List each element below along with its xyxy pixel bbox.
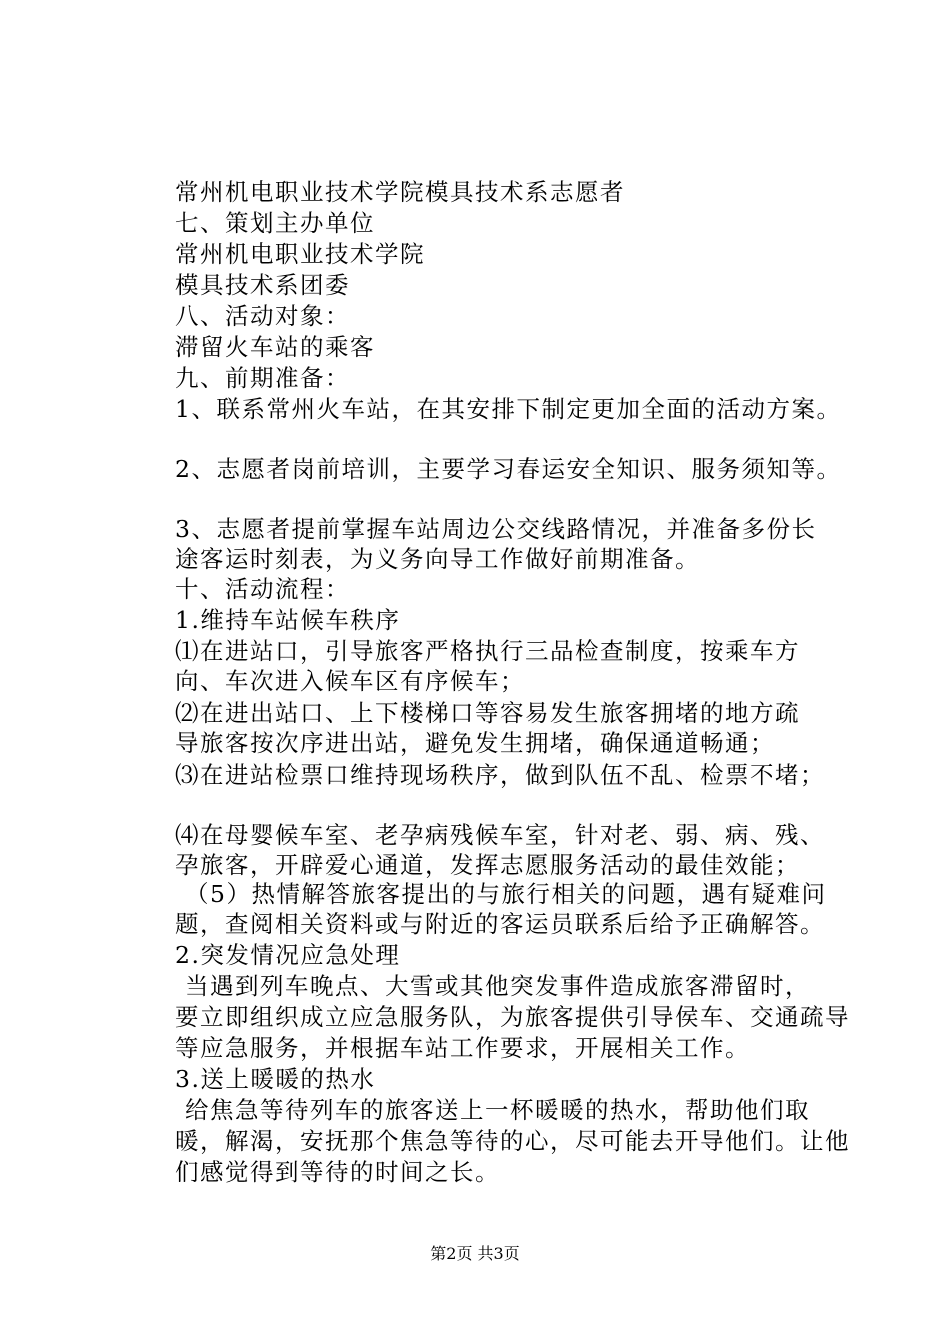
text-line: 常州机电职业技术学院 [175, 240, 425, 268]
paragraph-line: 当遇到列车晚点、大雪或其他突发事件造成旅客滞留时， [185, 972, 810, 1000]
list-item: ⑴在进站口，引导旅客严格执行三品检查制度，按乘车方 [175, 637, 800, 665]
list-item: ⑷在母婴候车室、老孕病残候车室，针对老、弱、病、残、 [175, 821, 825, 849]
section-heading: 八、活动对象： [175, 302, 350, 330]
sub-heading: 1.维持车站候车秩序 [175, 606, 401, 634]
text-line: 常州机电职业技术学院模具技术系志愿者 [175, 178, 625, 206]
list-item: 2、志愿者岗前培训，主要学习春运安全知识、服务须知等。 [175, 455, 842, 483]
text-line: 模具技术系团委 [175, 271, 350, 299]
paragraph-line: 给焦急等待列车的旅客送上一杯暖暖的热水，帮助他们取 [185, 1096, 810, 1124]
paragraph-line: 等应急服务，并根据车站工作要求，开展相关工作。 [175, 1034, 750, 1062]
paragraph-line: 要立即组织成立应急服务队，为旅客提供引导侯车、交通疏导 [175, 1003, 850, 1031]
section-heading: 七、策划主办单位 [175, 209, 375, 237]
list-item-cont: 孕旅客，开辟爱心通道，发挥志愿服务活动的最佳效能； [175, 851, 800, 879]
list-item-cont: 题，查阅相关资料或与附近的客运员联系后给予正确解答。 [175, 910, 825, 938]
page-footer: 第2页 共3页 [430, 1244, 520, 1263]
paragraph-line: 们感觉得到等待的时间之长。 [175, 1158, 500, 1186]
text-line: 滞留火车站的乘客 [175, 333, 375, 361]
section-heading: 十、活动流程： [175, 575, 350, 603]
section-heading: 九、前期准备： [175, 364, 350, 392]
list-item-cont: 导旅客按次序进出站，避免发生拥堵，确保通道畅通； [175, 729, 775, 757]
list-item: ⑵在进出站口、上下楼梯口等容易发生旅客拥堵的地方疏 [175, 699, 800, 727]
list-item: 1、联系常州火车站，在其安排下制定更加全面的活动方案。 [175, 395, 842, 423]
list-item: ⑶在进站检票口维持现场秩序，做到队伍不乱、检票不堵； [175, 761, 825, 789]
list-item: （5）热情解答旅客提出的与旅行相关的问题，遇有疑难问 [185, 880, 827, 908]
paragraph-line: 暖，解渴，安抚那个焦急等待的心，尽可能去开导他们。让他 [175, 1127, 850, 1155]
list-item-cont: 向、车次进入候车区有序候车； [175, 667, 525, 695]
sub-heading: 3.送上暖暖的热水 [175, 1065, 376, 1093]
list-item: 3、志愿者提前掌握车站周边公交线路情况，并准备多份长 [175, 515, 817, 543]
list-item-cont: 途客运时刻表，为义务向导工作做好前期准备。 [175, 545, 700, 573]
sub-heading: 2.突发情况应急处理 [175, 941, 401, 969]
